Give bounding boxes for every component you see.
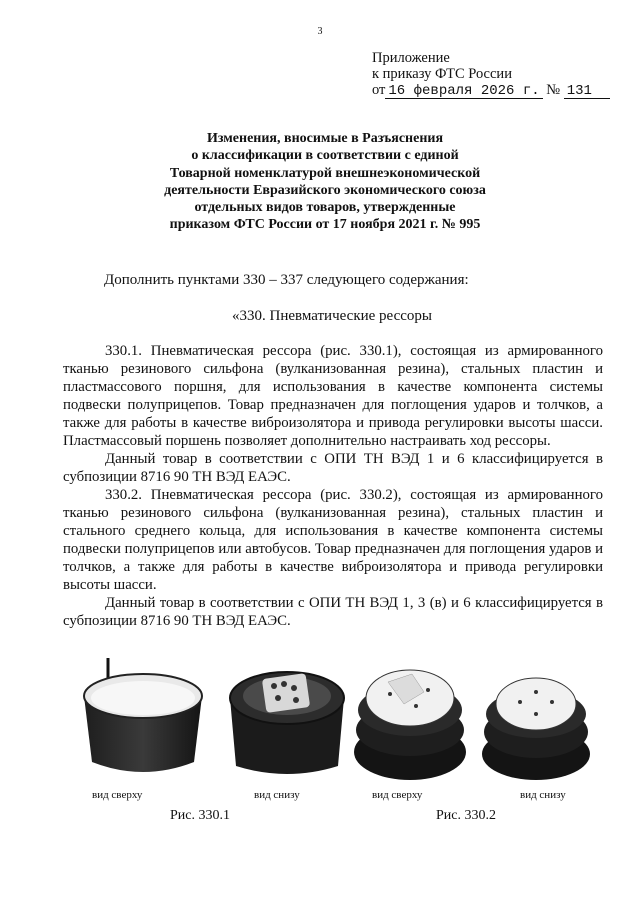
title-line: деятельности Евразийского экономического союза xyxy=(164,182,486,198)
caption-bottom-view-2: вид снизу xyxy=(520,789,566,801)
paragraph-330-2: 330.2. Пневматическая рессора (рис. 330.2), состоящая из армированного тканью резинового сильфона (вулканизованная резина), стальных пластин и стального среднего кольца, для использования в качестве компонента системы подвески полуприцепов или автобусов. Товар предназначен для поглощения ударов и толчков, а также для работы в качестве виброизолятора и привода регулировки высоты шасси. xyxy=(63,487,603,593)
number-prefix: № xyxy=(546,82,561,98)
air-spring-photo-top-view-1 xyxy=(78,656,208,784)
title-line: приказом ФТС России от 17 ноября 2021 г. № 995 xyxy=(169,217,481,233)
date-prefix: от xyxy=(372,82,386,98)
paragraph-330-1: 330.1. Пневматическая рессора (рис. 330.1), состоящая из армированного тканью резинового сильфона (вулканизованная резина), стальных пластин и пластмассового поршня, для использования в качестве компонента системы подвески полуприцепов. Товар предназначен для поглощения ударов и толчков, а также для работы в качестве виброизолятора и привода регулировки высоты шасси. Пластмассовый поршень позволяет дополнительно настраивать ход рессоры. xyxy=(63,343,603,449)
appendix-header xyxy=(372,50,610,99)
figure-label-330-1: Рис. 330.1 xyxy=(170,808,230,823)
title-line: Изменения, вносимые в Разъяснения xyxy=(206,131,444,146)
order-date: 16 февраля 2026 г. xyxy=(385,85,542,99)
title-line: Товарной номенклатурой внешнеэкономической xyxy=(169,165,481,181)
figure-label-330-2: Рис. 330.2 xyxy=(436,808,496,823)
body-text xyxy=(63,342,603,630)
document-title xyxy=(90,130,560,234)
title-line: отдельных видов товаров, утвержденные xyxy=(194,200,456,216)
appendix-date-row xyxy=(372,82,610,99)
caption-top-view-2: вид сверху xyxy=(372,789,423,801)
paragraph-classification-1: Данный товар в соответствии с ОПИ ТН ВЭД 1 и 6 классифицируется в субпозиции 8716 90 ТН ВЭД ЕАЭС. xyxy=(63,451,603,485)
appendix-line-2: к приказу ФТС России xyxy=(372,66,512,82)
appendix-line-1: Приложение xyxy=(372,50,450,66)
page-number: 3 xyxy=(317,26,323,37)
order-number: 131 xyxy=(564,85,610,99)
air-spring-photo-bottom-view-1 xyxy=(222,658,352,784)
caption-top-view-1: вид сверху xyxy=(92,789,143,801)
title-line: о классификации в соответствии с единой xyxy=(191,148,459,164)
air-spring-photo-bottom-view-2 xyxy=(480,668,592,784)
section-heading: «330. Пневматические рессоры xyxy=(232,308,432,324)
caption-bottom-view-1: вид снизу xyxy=(254,789,300,801)
figures-area xyxy=(60,648,620,828)
paragraph-classification-2: Данный товар в соответствии с ОПИ ТН ВЭД 1, 3 (в) и 6 классифицируется в субпозиции 8716 90 ТН ВЭД ЕАЭС. xyxy=(63,595,603,629)
intro-text: Дополнить пунктами 330 – 337 следующего содержания: xyxy=(104,272,469,288)
air-spring-photo-top-view-2 xyxy=(352,660,468,784)
